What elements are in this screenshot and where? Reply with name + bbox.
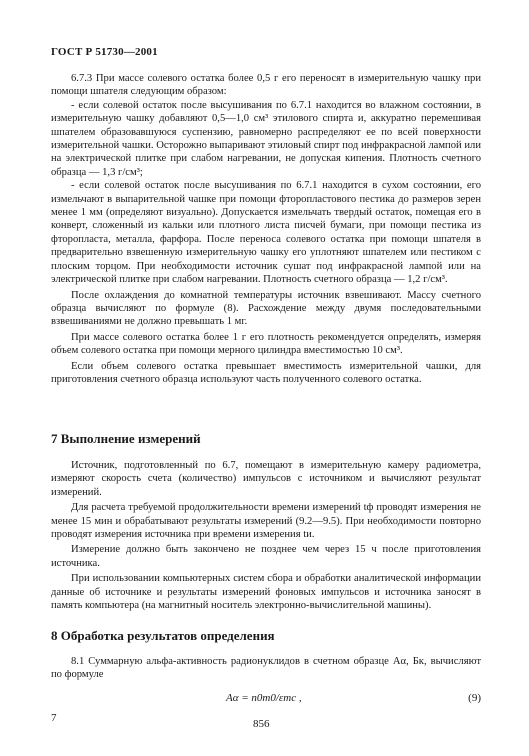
paragraph: 8.1 Суммарную альфа-активность радионуклидов в счетном образце Aα, Бк, вычисляют по формуле [51, 656, 481, 681]
paragraph: - если солевой остаток после высушивания по 6.7.1 находится в сухом состоянии, его измельчают в выпарительной чашке при помощи фторопластового пестика до размеров зерен менее 1 мм (определяют визуально). Допускается измельчать твердый остаток, помещая его в конверт, сложенный из кальки или плотного листа писчей бумаги, при помощи пестика из фторопласта, металла, фарфора. После переноса солевого остатка при помощи шпателя в предварительно взвешенную измерительную чашку его уплотняют шпателем или пестиком с плоским торцом. При необходимости источник сушат под инфракрасной лампой или на электрической плитке при слабом нагревании. Плотность счетного образца — 1,2 г/см³. [51, 180, 481, 286]
paragraph: Для расчета требуемой продолжительности времени измерений tф проводят измерения не менее 15 мин и обрабатывают результаты измерений (9.2—9.5). При необходимости повторно проводят измерения источника при времени измерения tи. [51, 502, 481, 541]
section-7-heading: 7 Выполнение измерений [51, 431, 201, 446]
sheet-number: 856 [253, 718, 270, 730]
paragraph: Источник, подготовленный по 6.7, помещают в измерительную камеру радиометра, измеряют скорость счета (количество) импульсов с источником и вычисляют результат измерений. [51, 460, 481, 498]
formula-9 [51, 692, 481, 706]
formula-number: (9) [468, 692, 481, 704]
section-6-continuation [51, 72, 481, 386]
paragraph: Измерение должно быть закончено не позднее чем через 15 ч после приготовления источника. [51, 544, 481, 569]
paragraph: При массе солевого остатка более 1 г его плотность рекомендуется определять, измеряя объем солевого остатка при помощи мерного цилиндра вместимостью 10 см³. [51, 331, 481, 357]
paragraph: - если солевой остаток после высушивания по 6.7.1 находится во влажном состоянии, в измерительную чашку добавляют 0,5—1,0 см³ этилового спирта и, аккуратно перемешивая шпателем образовавшуюся суспензию, равномерно распределяют ее по всей поверхности измерительной чашки. Осторожно выпаривают этиловый спирт под инфракрасной лампой или на электрической плитке при слабом нагревании, не допуская кипения. Плотность счетного образца — 1,3 г/см³; [51, 99, 481, 178]
paragraph: При использовании компьютерных систем сбора и обработки аналитической информации данные об источнике и результаты измерений фоновых импульсов и источника заносят в память компьютера (на магнитный носитель электронно-вычислительной машины). [51, 573, 481, 612]
section-7-body [51, 459, 481, 612]
section-8-heading: 8 Обработка результатов определения [51, 628, 275, 643]
formula-expression: Aα = n0m0/εmc , [226, 692, 302, 704]
paragraph: После охлаждения до комнатной температуры источник взвешивают. Массу счетного образца вычисляют по формуле (8). Расхождение между двумя последовательными взвешиваниями не должно превышать 1 мг. [51, 289, 481, 328]
document-header: ГОСТ Р 51730—2001 [51, 46, 158, 58]
section-8-body [51, 655, 481, 682]
page-number: 7 [51, 712, 57, 724]
paragraph: Если объем солевого остатка превышает вместимость измерительной чашки, для приготовления счетного образца используют часть полученного солевого остатка. [51, 360, 481, 385]
paragraph: 6.7.3 При массе солевого остатка более 0,5 г его переносят в измерительную чашку при помощи шпателя следующим образом: [51, 73, 481, 98]
